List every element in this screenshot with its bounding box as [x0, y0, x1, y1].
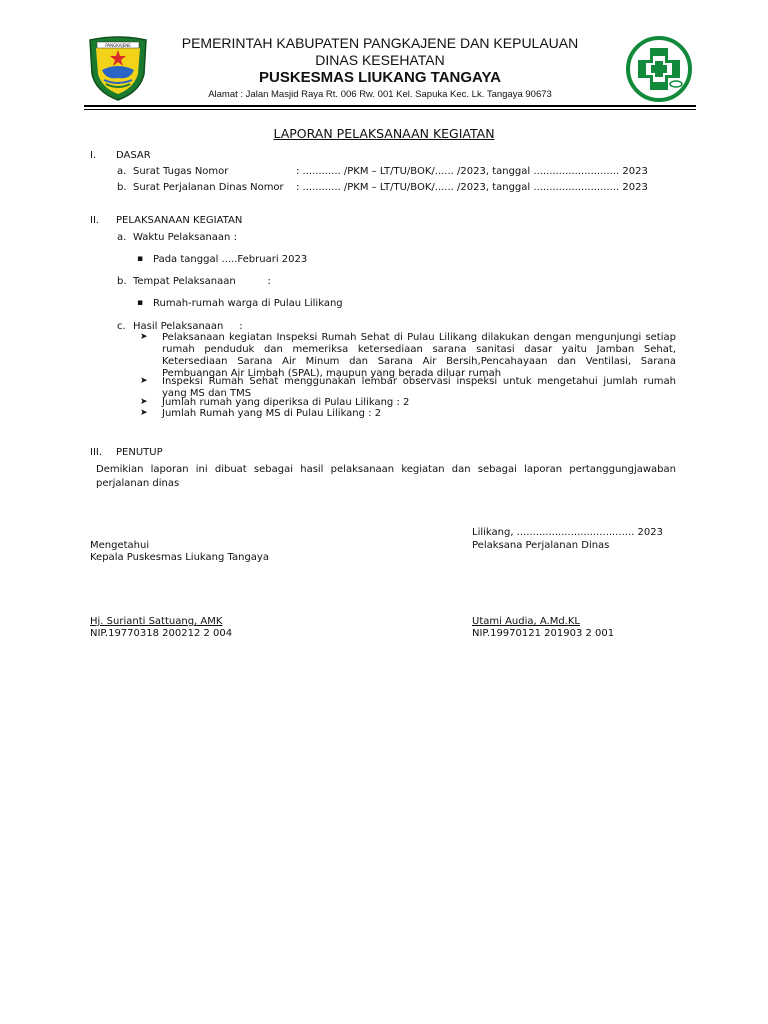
- section-2-a-item: Pada tanggal .....Februari 2023: [153, 254, 308, 265]
- regional-emblem-logo: [84, 34, 152, 102]
- header-line-government: PEMERINTAH KABUPATEN PANGKAJENE DAN KEPULAUAN: [181, 35, 579, 51]
- closing-paragraph: Demikian laporan ini dibuat sebagai hasil pelaksanaan kegiatan dan sebagai laporan pertanggungjawaban perjalanan dinas: [96, 464, 676, 489]
- right-signer-title: Pelaksana Perjalanan Dinas: [472, 540, 610, 551]
- arrow-bullet-icon: ➤: [140, 376, 148, 386]
- header-divider: [84, 105, 696, 107]
- section-1-a-mark: a.: [117, 166, 127, 177]
- bullet-icon: ▪: [137, 298, 144, 308]
- document-title: LAPORAN PELAKSANAAN KEGIATAN: [273, 126, 495, 141]
- result-item-4: Jumlah Rumah yang MS di Pulau Lilikang : 2: [162, 408, 382, 419]
- svg-text:PANGKAJENE: PANGKAJENE: [105, 43, 131, 48]
- section-1-b-label: Surat Perjalanan Dinas Nomor: [133, 182, 284, 193]
- header-address: Alamat : Jalan Masjid Raya Rt. 006 Rw. 001 Kel. Sapuka Kec. Lk. Tangaya 90673: [208, 89, 552, 100]
- section-2-c-label: Hasil Pelaksanaan :: [133, 321, 243, 332]
- place-date: Lilikang, ..................................... 2023: [472, 527, 663, 538]
- result-item-1: Pelaksanaan kegiatan Inspeksi Rumah Sehat di Pulau Lilikang dilakukan dengan mengunjungi setiap rumah penduduk dan memeriksa ketersediaan sarana sanitasi dasar yaitu Jamban Sehat, Ketersediaan Sarana Air Minum dan Sarana Air Bersih,Pencahayaan dan Ventilasi, Sarana Pembuangan Air Limbah (SPAL), maupun yang berada diluar rumah: [162, 332, 676, 379]
- section-2-b-mark: b.: [117, 276, 127, 287]
- section-3-label: PENUTUP: [116, 447, 163, 458]
- left-signer-title-1: Mengetahui: [90, 540, 150, 551]
- section-2-number: II.: [90, 215, 100, 226]
- section-2-a-label: Waktu Pelaksanaan :: [133, 232, 237, 243]
- arrow-bullet-icon: ➤: [140, 408, 148, 418]
- section-1-number: I.: [90, 150, 97, 161]
- right-signer-name: Utami Audia, A.Md.KL: [472, 616, 580, 627]
- left-signer-nip: NIP.19770318 200212 2 004: [90, 628, 233, 639]
- section-1-a-label: Surat Tugas Nomor: [133, 166, 229, 177]
- section-1-label: DASAR: [116, 150, 151, 161]
- section-3-number: III.: [90, 447, 103, 458]
- left-signer-name: Hj. Surianti Sattuang, AMK: [90, 616, 223, 627]
- section-2-b-label: Tempat Pelaksanaan :: [133, 276, 271, 287]
- right-signer-nip: NIP.19970121 201903 2 001: [472, 628, 615, 639]
- section-2-label: PELAKSANAAN KEGIATAN: [116, 215, 243, 226]
- section-2-b-item: Rumah-rumah warga di Pulau Lilikang: [153, 298, 343, 309]
- section-2-c-mark: c.: [117, 321, 126, 332]
- header-line-agency: DINAS KESEHATAN: [315, 52, 445, 68]
- section-1-b-value: : ............ /PKM – LT/TU/BOK/...... /2023, tanggal ........................... 2023: [296, 182, 648, 193]
- bullet-icon: ▪: [137, 254, 144, 264]
- arrow-bullet-icon: ➤: [140, 332, 148, 342]
- result-item-3: Jumlah rumah yang diperiksa di Pulau Lilikang : 2: [162, 397, 410, 408]
- arrow-bullet-icon: ➤: [140, 397, 148, 407]
- header-divider-thin: [84, 109, 696, 110]
- section-2-a-mark: a.: [117, 232, 127, 243]
- section-1-b-mark: b.: [117, 182, 127, 193]
- section-1-a-value: : ............ /PKM – LT/TU/BOK/...... /2023, tanggal ........................... 2023: [296, 166, 648, 177]
- result-item-2: Inspeksi Rumah Sehat menggunakan lembar observasi inspeksi untuk mengetahui jumlah rumah yang MS dan TMS: [162, 376, 676, 399]
- header-line-institution: PUSKESMAS LIUKANG TANGAYA: [259, 69, 501, 86]
- left-signer-title-2: Kepala Puskesmas Liukang Tangaya: [90, 552, 269, 563]
- health-cross-logo: [624, 34, 694, 104]
